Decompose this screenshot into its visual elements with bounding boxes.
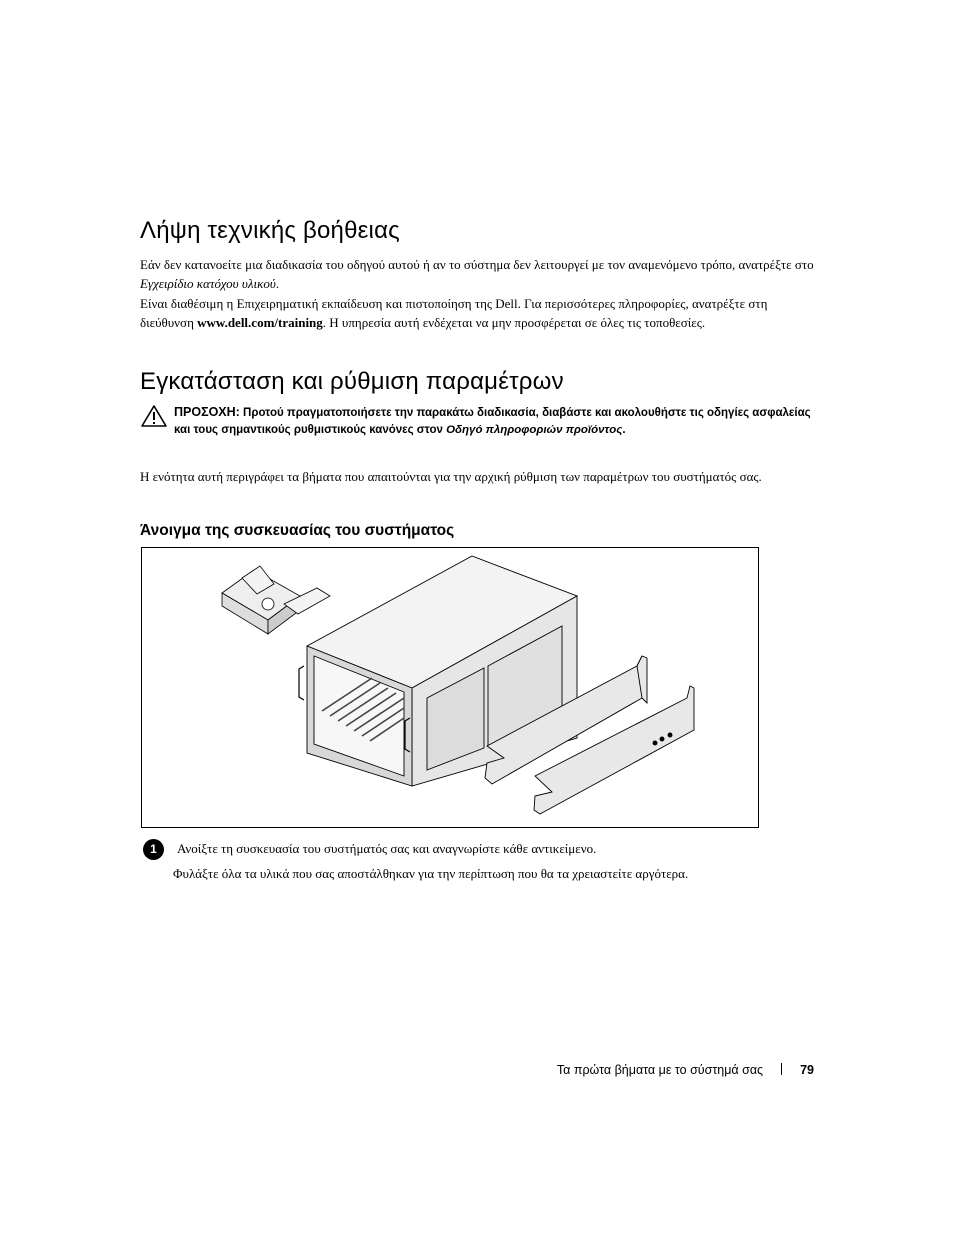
product-info-guide-ref: Οδηγό πληροφοριών προϊόντος: [446, 424, 623, 436]
heading-installation-setup: Εγκατάσταση και ρύθμιση παραμέτρων: [140, 368, 564, 395]
accessory-box-illustration: [222, 566, 330, 634]
paragraph-setup-intro: Η ενότητα αυτή περιγράφει τα βήματα που απαιτούνται για την αρχική ρύθμιση των παραμέτρων του συστήματός σας.: [140, 469, 762, 484]
system-chassis-rails-illustration: [142, 548, 758, 827]
help-text-start: Εάν δεν κατανοείτε μια διαδικασία του οδηγού αυτού ή αν το σύστημα δεν λειτουργεί με τον αναμενόμενο τρόπο, ανατρέξτε στο: [140, 257, 814, 272]
training-text-start: Είναι διαθέσιμη η Επιχειρηματική εκπαίδευση και πιστοποίηση της Dell. Για περισσότερες πληροφορίες, ανατρέξτε στη διεύθυνση: [140, 296, 768, 330]
step-1-text: Ανοίξτε τη συσκευασία του συστήματός σας και αναγνωρίστε κάθε αντικείμενο.: [177, 841, 597, 856]
heading-technical-help: Λήψη τεχνικής βοήθειας: [140, 217, 400, 244]
help-text-end: .: [275, 276, 280, 291]
caution-label: ΠΡΟΣΟΧΗ:: [174, 405, 240, 419]
unpacking-illustration: [141, 547, 759, 828]
footer-divider: [781, 1063, 782, 1075]
footer-chapter-title: Τα πρώτα βήματα με το σύστημά σας: [556, 1063, 764, 1077]
training-text-end: . Η υπηρεσία αυτή ενδέχεται να μην προσφέρεται σε όλες τις τοποθεσίες.: [322, 315, 706, 330]
heading-unpacking: Άνοιγμα της συσκευασίας του συστήματος: [140, 522, 455, 539]
caution-body: Προτού πραγματοποιήσετε την παρακάτω διαδικασία, διαβάστε και ακολουθήστε τις οδηγίες ασφαλείας και τους σημαντικούς ρυθμιστικούς κανόνες στον: [174, 407, 811, 436]
warning-triangle-icon: [140, 404, 168, 433]
paragraph-help-manual: [140, 255, 820, 293]
paragraph-training: [140, 294, 790, 332]
training-link[interactable]: www.dell.com/training: [197, 315, 323, 330]
hardware-owner-manual-ref: Εγχειρίδιο κατόχου υλικού: [140, 276, 276, 291]
caution-text: [174, 404, 820, 439]
page-footer: [557, 1063, 814, 1077]
caution-end: .: [622, 424, 626, 436]
step-number-badge: 1: [143, 839, 164, 860]
step-1-note: Φυλάξτε όλα τα υλικά που σας αποστάλθηκαν για την περίπτωση που θα τα χρειαστείτε αργότερα.: [173, 866, 689, 881]
caution-notice: [140, 404, 820, 439]
page-number: 79: [800, 1063, 814, 1077]
